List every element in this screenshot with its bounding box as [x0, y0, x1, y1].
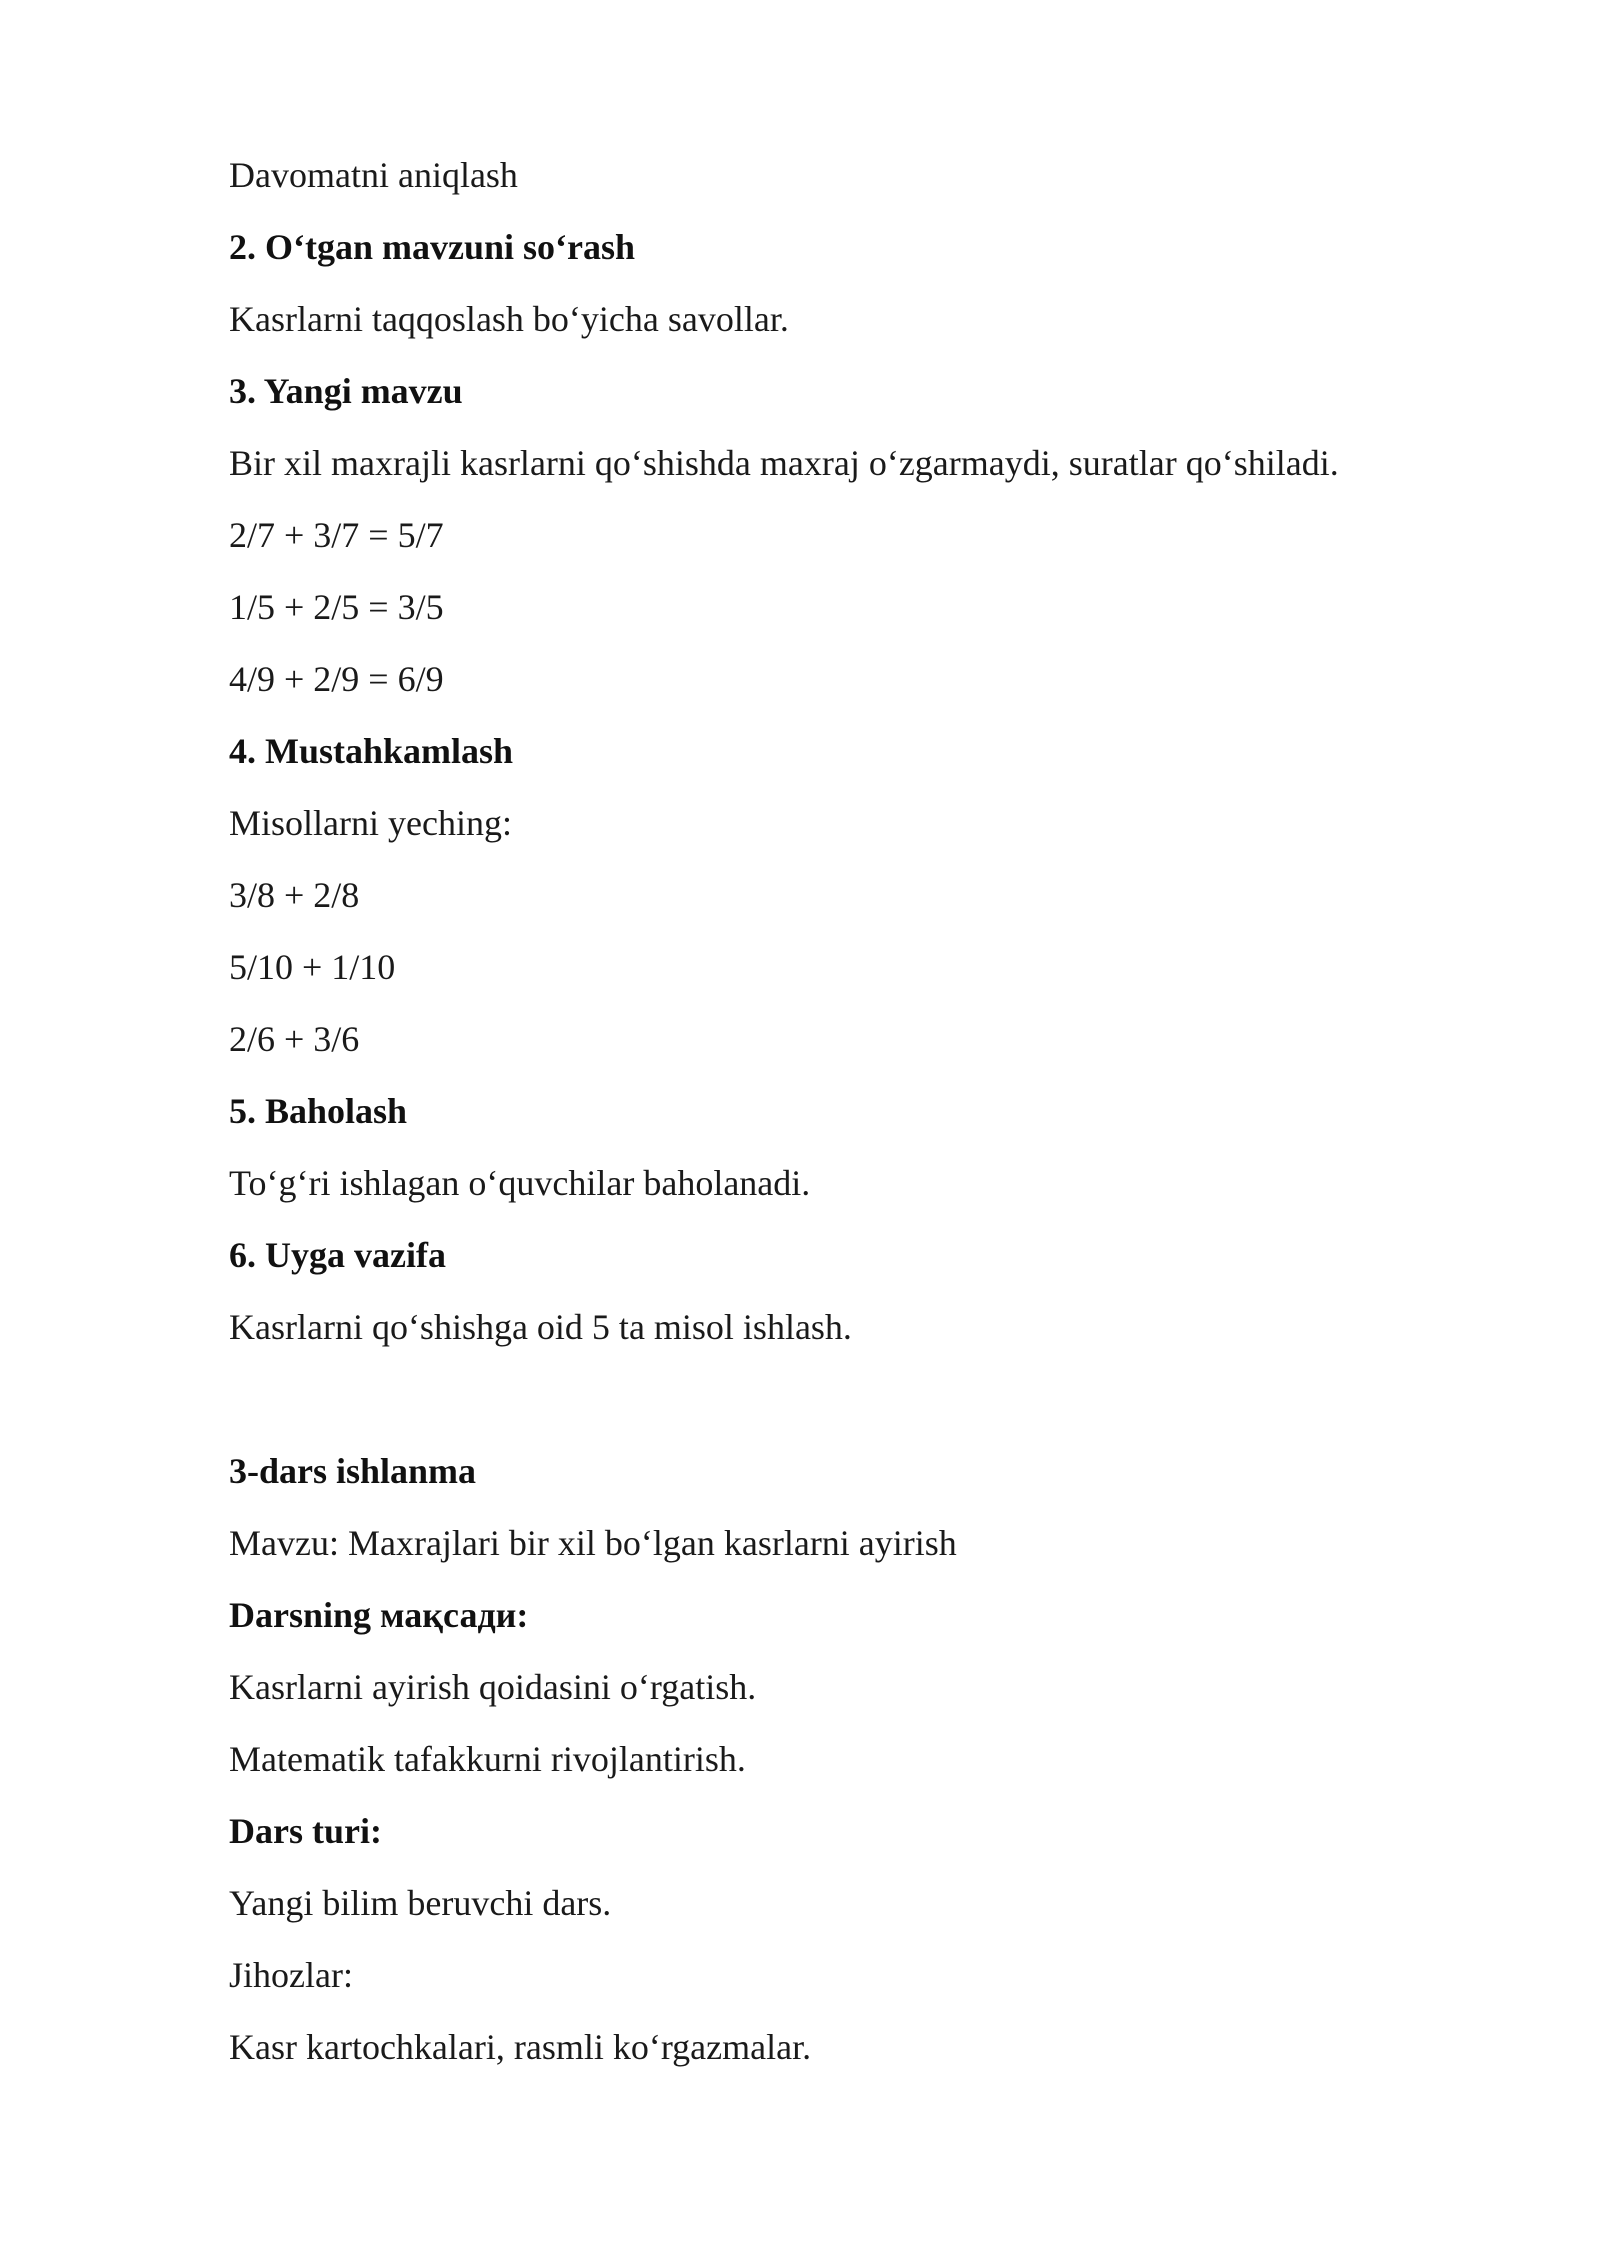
blank-line — [229, 1370, 1429, 1442]
text-line-lesson-type: Yangi bilim beruvchi dars. — [229, 1883, 612, 1923]
heading-assessment: 5. Baholash — [229, 1091, 408, 1131]
heading-new-topic: 3. Yangi mavzu — [229, 371, 463, 411]
exercise-line-1: 3/8 + 2/8 — [229, 875, 360, 915]
text-line-comparison-questions: Kasrlarni taqqoslash bo‘yicha savollar. — [229, 299, 789, 339]
text-line-goal-2: Matematik tafakkurni rivojlantirish. — [229, 1739, 746, 1779]
text-line-goal-1: Kasrlarni ayirish qoidasini o‘rgatish. — [229, 1667, 757, 1707]
example-line-3: 4/9 + 2/9 = 6/9 — [229, 659, 444, 699]
example-line-1: 2/7 + 3/7 = 5/7 — [229, 515, 444, 555]
heading-homework: 6. Uyga vazifa — [229, 1235, 446, 1275]
heading-reinforcement: 4. Mustahkamlash — [229, 731, 514, 771]
text-line-equipment: Kasr kartochkalari, rasmli ko‘rgazmalar. — [229, 2027, 812, 2067]
text-line-attendance: Davomatni aniqlash — [229, 155, 518, 195]
exercise-line-3: 2/6 + 3/6 — [229, 1019, 360, 1059]
example-line-2: 1/5 + 2/5 = 3/5 — [229, 587, 444, 627]
text-line-homework: Kasrlarni qo‘shishga oid 5 ta misol ishlash. — [229, 1307, 852, 1347]
text-line-rule: Bir xil maxrajli kasrlarni qo‘shishda maxraj o‘zgarmaydi, suratlar qo‘shiladi. — [229, 443, 1339, 483]
text-line-topic: Mavzu: Maxrajlari bir xil bo‘lgan kasrlarni ayirish — [229, 1523, 957, 1563]
heading-lesson-type: Dars turi: — [229, 1811, 382, 1851]
text-line-assessment: To‘g‘ri ishlagan o‘quvchilar baholanadi. — [229, 1163, 811, 1203]
text-line-solve-examples: Misollarni yeching: — [229, 803, 512, 843]
document-body — [229, 146, 1429, 2090]
heading-lesson-plan-3: 3-dars ishlanma — [229, 1451, 477, 1491]
exercise-line-2: 5/10 + 1/10 — [229, 947, 396, 987]
text-line-equipment-label: Jihozlar: — [229, 1955, 353, 1995]
heading-lesson-goal: Darsning мақсади: — [229, 1595, 529, 1635]
heading-previous-topic: 2. O‘tgan mavzuni so‘rash — [229, 227, 636, 267]
